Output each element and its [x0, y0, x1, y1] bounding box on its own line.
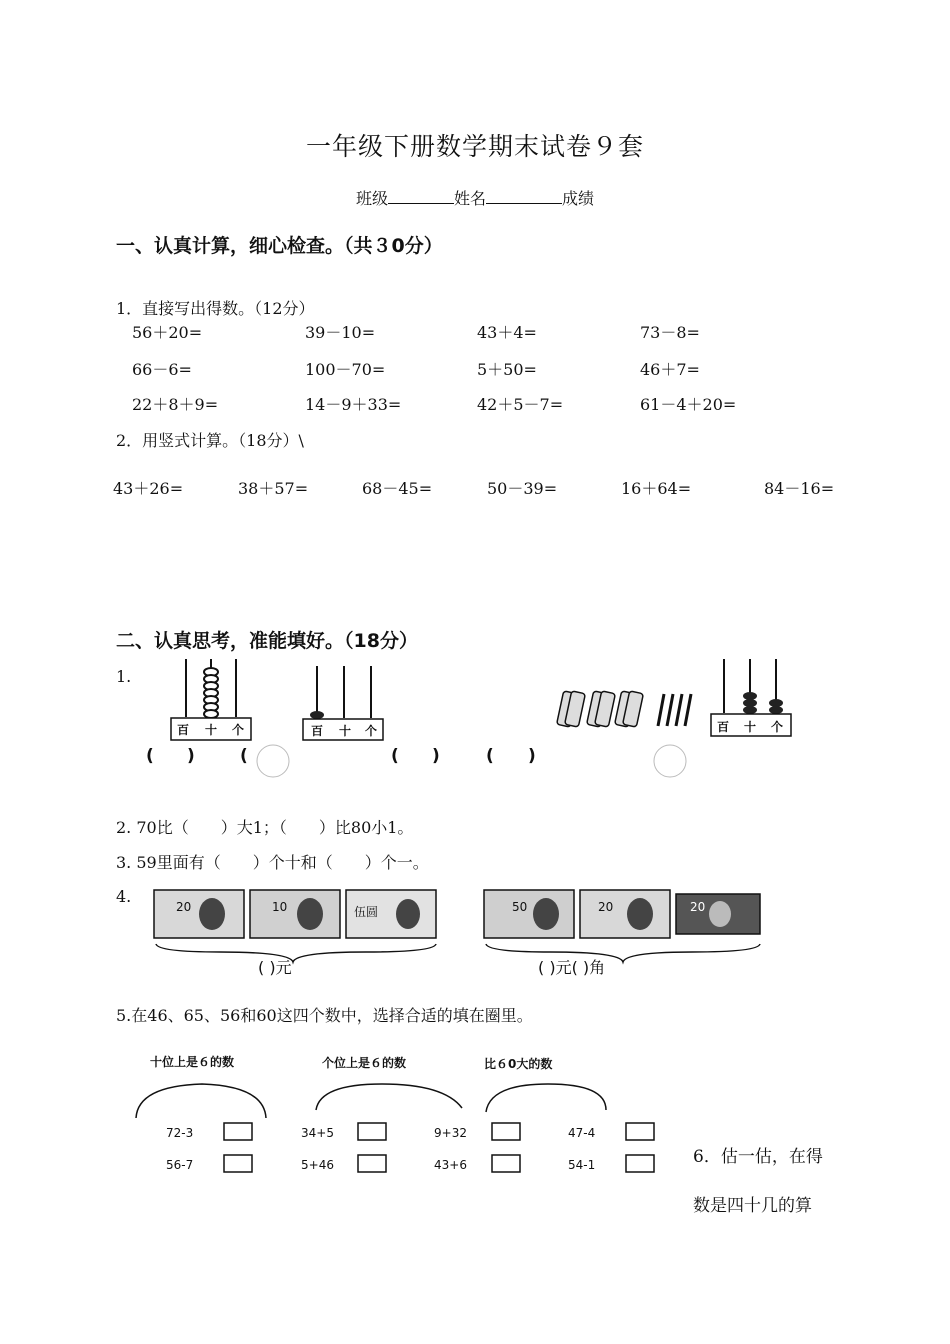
expression: 72-3 [166, 1126, 194, 1140]
section-2-heading: 二、认真思考，准能填好。（18分） [116, 630, 418, 652]
q1-label: 1．直接写出得数。（12分） [116, 299, 315, 318]
expression: 43+6 [434, 1158, 467, 1172]
s2-q2: 2. 70比（ ）大1；（ ）比80小1。 [116, 818, 414, 837]
vertical-calc-item: 50－39= [487, 479, 558, 498]
page-title: 一年级下册数学期末试卷９套 [305, 132, 644, 161]
name-label: 姓名 [453, 189, 486, 208]
s2-q6-line2: 数是四十几的算 [693, 1196, 812, 1216]
abacus-label-hundreds: 百 [177, 723, 190, 737]
answer-paren: ( [240, 746, 248, 766]
note-value: 20 [598, 900, 614, 914]
abacus-label-tens: 十 [205, 723, 218, 737]
calc-item: 39－10= [305, 323, 376, 342]
banknotes-left [150, 886, 440, 982]
faint-circle [255, 743, 291, 779]
money-answer-left: ( )元 [258, 958, 292, 977]
abacus-label-tens: 十 [339, 724, 352, 738]
answer-paren: ) [432, 746, 440, 766]
group-label: 比６0大的数 [484, 1057, 553, 1071]
expression: 54-1 [568, 1158, 596, 1172]
note-value: 20 [690, 900, 706, 914]
calc-item: 100－70= [305, 360, 386, 379]
note-value: 50 [512, 900, 528, 914]
class-blank[interactable] [388, 189, 454, 204]
note-value: 10 [272, 900, 288, 914]
s2-q6-line1: 6．估一估，在得 [693, 1147, 823, 1167]
calc-item: 61－4＋20= [640, 395, 737, 414]
s2-q3: 3. 59里面有（ ）个十和（ ）个一。 [116, 853, 429, 872]
name-blank[interactable] [486, 189, 562, 204]
q2-label: 2．用竖式计算。（18分）\ [116, 431, 304, 450]
abacus-label-hundreds: 百 [311, 724, 324, 738]
money-answer-right: ( )元( )角 [538, 958, 606, 977]
vertical-calc-item: 43＋26= [113, 479, 184, 498]
s2-q1-label: 1. [116, 667, 132, 686]
abacus-label-ones: 个 [365, 724, 378, 738]
stick-bundles [556, 686, 706, 732]
expression: 5+46 [301, 1158, 334, 1172]
s2-q4-label: 4. [116, 887, 132, 906]
score-label: 成绩 [562, 189, 595, 208]
calc-item: 56＋20= [132, 323, 203, 342]
calc-item: 22＋8＋9= [132, 395, 219, 414]
expression: 9+32 [434, 1126, 467, 1140]
calc-item: 66－6= [132, 360, 192, 379]
calc-item: 42＋5－7= [477, 395, 564, 414]
answer-circles [130, 1080, 610, 1120]
note-value: 20 [176, 900, 192, 914]
calc-item: 5＋50= [477, 360, 537, 379]
vertical-calc-item: 38＋57= [238, 479, 309, 498]
answer-paren: ( [391, 746, 399, 766]
calc-item: 14－9＋33= [305, 395, 402, 414]
answer-paren: ( [146, 746, 154, 766]
note-value: 伍圆 [354, 905, 379, 919]
abacus-label-hundreds: 百 [717, 720, 730, 734]
s2-q5: 5.在46、65、56和60这四个数中，选择合适的填在圈里。 [116, 1006, 533, 1025]
abacus-label-ones: 个 [232, 723, 245, 737]
calc-item: 43＋4= [477, 323, 537, 342]
expression: 47-4 [568, 1126, 596, 1140]
student-info-line [0, 186, 950, 209]
section-1-heading: 一、认真计算，细心检查。（共３0分） [116, 235, 443, 257]
calc-item: 46＋7= [640, 360, 700, 379]
answer-paren: ) [528, 746, 536, 766]
group-label: 个位上是６的数 [322, 1056, 407, 1070]
expression: 34+5 [301, 1126, 334, 1140]
calc-item: 73－8= [640, 323, 700, 342]
expression: 56-7 [166, 1158, 194, 1172]
answer-paren: ) [187, 746, 195, 766]
abacus-label-tens: 十 [744, 720, 757, 734]
abacus-label-ones: 个 [771, 720, 784, 734]
vertical-calc-item: 16＋64= [621, 479, 692, 498]
answer-boxes[interactable] [220, 1118, 660, 1178]
vertical-calc-item: 68－45= [362, 479, 433, 498]
vertical-calc-item: 84－16= [764, 479, 835, 498]
class-label: 班级 [355, 189, 388, 208]
group-label: 十位上是６的数 [150, 1055, 235, 1069]
faint-circle [652, 743, 688, 779]
answer-paren: ( [486, 746, 494, 766]
